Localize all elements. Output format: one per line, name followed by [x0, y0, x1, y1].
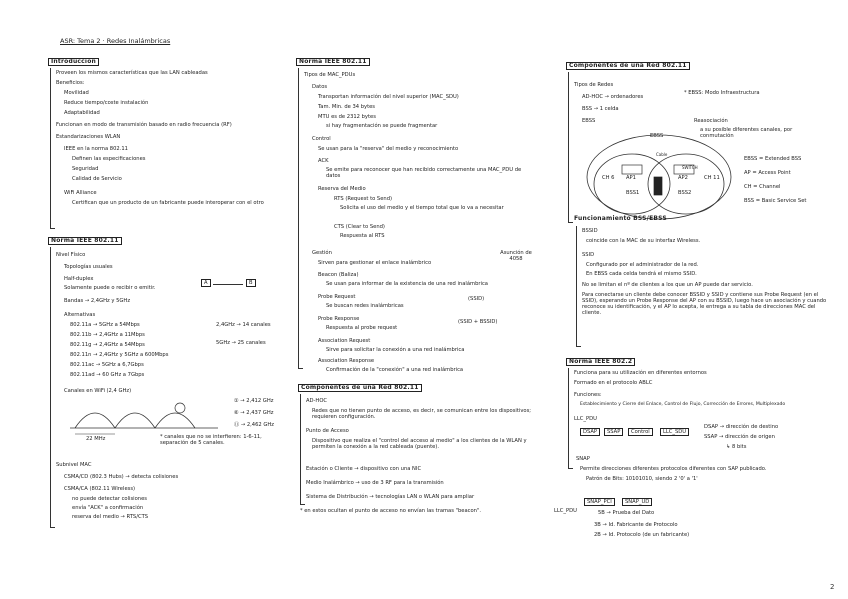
tramas-line: Transportan información del nivel superior (MAC_SDU): [318, 94, 459, 100]
tramas-line: MTU es de 2312 bytes: [318, 114, 376, 120]
intro-line: Movilidad: [64, 90, 89, 96]
tramas-line: Confirmación de la "conexión" a una red inalámbrica: [326, 367, 464, 373]
tipos-line: AD-HOC → ordenadores: [582, 94, 644, 100]
intro-line: Proveen los mismos características que las LAN cableadas: [56, 70, 208, 76]
intro-line: IEEE en la norma 802.11: [64, 146, 128, 152]
legend-item: BSS = Basic Service Set: [744, 198, 807, 204]
tipos-line: BSS → 1 celda: [582, 106, 619, 112]
tramas-line: Association Request: [318, 338, 371, 344]
tramas-line: RTS (Request to Send): [334, 196, 393, 202]
tramas-line: si hay fragmentación se puede fragmentar: [326, 123, 438, 129]
comp-line: Dispositivo que realiza el "control del acceso al medio" a los clientes de la WLAN y permiten la conexión a la red cableada (puente).: [312, 438, 527, 450]
tramas-line: Tam. Min. de 34 bytes: [318, 104, 376, 110]
snap-field-pci: SNAP_PCI: [584, 498, 615, 506]
page-title: ASR: Tema 2 · Redes Inalámbricas: [60, 37, 171, 45]
norma2-line: DSAP → dirección de destino: [704, 424, 779, 430]
diagram-label-ch11: CH 11: [704, 175, 720, 181]
norma2-line: Funciones:: [574, 392, 602, 398]
tramas-line: Beacon (Baliza): [318, 272, 359, 278]
func-line: No se limitan el nº de clientes a los que un AP puede dar servicio.: [582, 282, 753, 288]
func-line: SSID: [582, 252, 595, 258]
intro-line: Beneficios:: [56, 80, 85, 86]
page-number: 2: [830, 583, 835, 591]
bracket-line: [298, 68, 303, 369]
reasoc-title: Reasociación: [694, 118, 728, 124]
channel-note: ① → 2,412 GHz: [234, 398, 274, 404]
ssid-note: (SSID): [468, 296, 485, 302]
tramas-line: Association Response: [318, 358, 375, 364]
norma-line: 802.11g → 2,4GHz a 54Mbps: [70, 342, 145, 348]
intro-line: Seguridad: [72, 166, 99, 172]
bracket-line: [568, 368, 573, 469]
norma-line: Subnivel MAC: [56, 462, 92, 468]
diagram-label-ch6: CH 6: [602, 175, 615, 181]
norma2-line: 5B → Prueba del Dato: [598, 510, 655, 516]
norma-line: reserva del medio → RTS/CTS: [72, 514, 149, 520]
section-title-componentes-red-c: Componentes de una Red 802.11: [566, 62, 690, 70]
comp-line: Redes que no tienen punto de acceso, es decir, se comunican entre los dispositivos; requieren configuración.: [312, 408, 532, 420]
section-title-componentes-red: Componentes de una Red 802.11: [298, 384, 422, 392]
ebss-note: * EBSS: Modo Infraestructura: [684, 90, 760, 96]
reasoc-text: a su posible diferentes canales, por conmutación: [700, 127, 793, 139]
norma2-line: ↳ 8 bits: [726, 444, 747, 450]
func-line: coincide con la MAC de su interfaz Wireless.: [586, 238, 701, 244]
llc-field-ssap: SSAP: [604, 428, 623, 436]
norma-line: 802.11n → 2,4GHz y 5GHz a 600Mbps: [70, 352, 169, 358]
norma-line: Nivel Físico: [56, 252, 86, 258]
channel-note: ⑥ → 2,437 GHz: [234, 410, 274, 416]
norma2-line: 2B → Id. Protocolo (de un fabricante): [594, 532, 690, 538]
half-duplex-node-b: B: [246, 279, 256, 287]
norma-line: Bandas → 2,4GHz y 5GHz: [64, 298, 131, 304]
legend-item: EBSS = Extended BSS: [744, 156, 802, 162]
func-line: Para conectarse un cliente debe conocer BSSID y SSID y contiene sus Probe Request (en el SSID), esperando un Probe Response del AP con su BSSID, luego hace un asociación y cuando reconoce su identificación, y el AP lo acepta, le entrega a su tabla de direcciones MAC del cliente.: [582, 292, 827, 316]
tramas-line: Tipos de MAC_PDUs: [304, 72, 356, 78]
norma-line: no puede detectar colisiones: [72, 496, 147, 502]
ssid-bssid-note: (SSID + BSSID): [458, 319, 498, 325]
tramas-line: Se emite para reconocer que han recibido correctamente una MAC_PDU de datos: [326, 167, 522, 179]
norma-line: Topologías usuales: [64, 264, 113, 270]
tramas-line: Solicita el uso del medio y el tiempo total que lo va a necesitar: [340, 205, 504, 211]
diagram-label-ebss: EBSS: [650, 133, 664, 139]
intro-line: Calidad de Servicio: [72, 176, 122, 182]
bracket-line: [568, 72, 573, 223]
intro-line: WiFi Alliance: [64, 190, 97, 196]
comp-line: Sistema de Distribución → tecnologías LAN o WLAN para ampliar: [306, 494, 475, 500]
tramas-line: Reserva del Medio: [318, 186, 366, 192]
comp-line: Punto de Acceso: [306, 428, 349, 434]
norma-line: Solamente puede o recibir o emitir.: [64, 285, 156, 291]
tramas-line: Respuesta al probe request: [326, 325, 398, 331]
llc-field-control: Control: [628, 428, 653, 436]
tramas-line: Sirve para solicitar la conexión a una red inalámbrica: [326, 347, 465, 353]
norma-line: 802.11ac → 5GHz a 6,7Gbps: [70, 362, 144, 368]
norma2-line: Establecimiento y Cierre del Enlace, Control de Flujo, Corrección de Errores, Multiplexado: [580, 402, 786, 407]
section-title-norma-ieee-80211: Norma IEEE 802.11: [48, 237, 122, 245]
tramas-line: ACK: [318, 158, 329, 164]
half-duplex-node-a: A: [201, 279, 211, 287]
channel-arcs-diagram: [70, 398, 220, 438]
norma2-line: Funciona para su utilización en diferentes entornos: [574, 370, 707, 376]
norma-line: Canales en WiFi (2,4 GHz): [64, 388, 132, 394]
snap-field-ud: SNAP_UD: [622, 498, 652, 506]
diagram-label-ap1: AP1: [626, 175, 636, 181]
tramas-line: Se usan para informar de la existencia de una red inalámbrica: [326, 281, 488, 287]
tramas-line: Gestión: [312, 250, 332, 256]
norma2-line: 3B → Id. Fabricante de Protocolo: [594, 522, 678, 528]
bracket-line: [50, 247, 55, 528]
tramas-line: Datos: [312, 84, 328, 90]
tipos-line: EBSS: [582, 118, 596, 124]
norma-line: 802.11b → 2,4GHz a 11Mbps: [70, 332, 145, 338]
norma-line: Alternativas: [64, 312, 96, 318]
norma2-line: Formado en el protocolo ABLC: [574, 380, 653, 386]
norma-line: 802.11ad → 60 GHz a 7Gbps: [70, 372, 145, 378]
comp-line: AD-HOC: [306, 398, 328, 404]
diagram-label-switch: SWITCH: [682, 165, 698, 170]
tramas-line: Sirven para gestionar el enlace inalámbrico: [318, 260, 432, 266]
intro-line: Funcionan en modo de transmisión basado en radio frecuencia (RF): [56, 122, 232, 128]
section-title-norma-ieee-8022: Norma IEEE 802.2: [566, 358, 635, 366]
norma2-line: SNAP: [576, 456, 590, 462]
func-line: En EBSS cada celda tendrá el mismo SSID.: [586, 271, 697, 277]
section-title-funcionamiento: Funcionamiento BSS/EBSS: [574, 215, 667, 222]
channel-note: ⑪ → 2,462 GHz: [234, 422, 274, 428]
diagram-label-bss2: BSS2: [678, 190, 692, 196]
tramas-line: CTS (Clear to Send): [334, 224, 385, 230]
diagram-label-bss1: BSS1: [626, 190, 640, 196]
bracket-line: [50, 68, 55, 229]
half-duplex-arrow: [213, 284, 243, 285]
snap-llc-pdu-label: LLC_PDU: [554, 508, 577, 514]
diagram-label-cable: Cable: [656, 152, 668, 157]
norma2-line: LLC_PDU: [574, 416, 597, 422]
bracket-line: [576, 226, 581, 347]
section-title-norma-ieee-80211-b: Norma IEEE 802.11: [296, 58, 370, 66]
intro-line: Estandarizaciones WLAN: [56, 134, 121, 140]
norma-line: CSMA/CA (802.11 Wireless): [64, 486, 136, 492]
legend-item: CH = Channel: [744, 184, 781, 190]
intro-line: Definen las especificaciones: [72, 156, 146, 162]
norma-line: CSMA/CD (802.3 Hubs) → detecta colisiones: [64, 474, 179, 480]
footnote: * en estos ocultan el punto de acceso no envían las tramas "beacon".: [300, 508, 481, 514]
tramas-line: Se buscan redes inalámbricas: [326, 303, 404, 309]
llc-field-dsap: DSAP: [580, 428, 600, 436]
bandas-note: 5GHz → 25 canales: [216, 340, 266, 346]
intro-line: Reduce tiempo/coste instalación: [64, 100, 149, 106]
norma2-line: Patrón de Bits: 10101010, siendo 2 '0' a '1': [586, 476, 698, 482]
tramas-line: Respuesta al RTS: [340, 233, 385, 239]
comp-line: Medio Inalámbrico → uso de 3 RF para la transmisión: [306, 480, 444, 486]
bracket-line: [300, 394, 305, 505]
norma-line: envía "ACK" a confirmación: [72, 505, 144, 511]
tramas-line: Control: [312, 136, 331, 142]
diagram-label-ap2: AP2: [678, 175, 688, 181]
section-title-introduccion: Introducción: [48, 58, 99, 66]
channel-caption: * canales que no se interfieren: 1-6-11, separación de 5 canales.: [160, 434, 262, 446]
tramas-line: Probe Request: [318, 294, 356, 300]
intro-line: Adaptabilidad: [64, 110, 100, 116]
comp-line: Estación o Cliente → dispositivo con una NIC: [306, 466, 422, 472]
norma-line: 802.11a → 5GHz a 54Mbps: [70, 322, 140, 328]
tramas-line: Probe Response: [318, 316, 360, 322]
tramas-line: Se usan para la "reserva" del medio y reconocimiento: [318, 146, 459, 152]
legend-item: AP = Access Point: [744, 170, 791, 176]
intro-line: Certifican que un producto de un fabricante puede interoperar con el otro: [72, 200, 264, 206]
tipos-line: Tipos de Redes: [574, 82, 614, 88]
llc-field-sdu: LLC_SDU: [660, 428, 689, 436]
norma2-line: SSAP → dirección de origen: [704, 434, 775, 440]
func-line: Configurado por el administrador de la red.: [586, 262, 699, 268]
norma-line: Half-duplex: [64, 276, 94, 282]
gestion-note: Asunción de 4058: [500, 250, 532, 262]
channel-width-label: 22 MHz: [86, 436, 106, 442]
func-line: BSSID: [582, 228, 598, 234]
norma2-line: Permite direcciones diferentes protocolos diferentes con SAP publicado.: [580, 466, 767, 472]
bandas-note: 2,4GHz → 14 canales: [216, 322, 271, 328]
